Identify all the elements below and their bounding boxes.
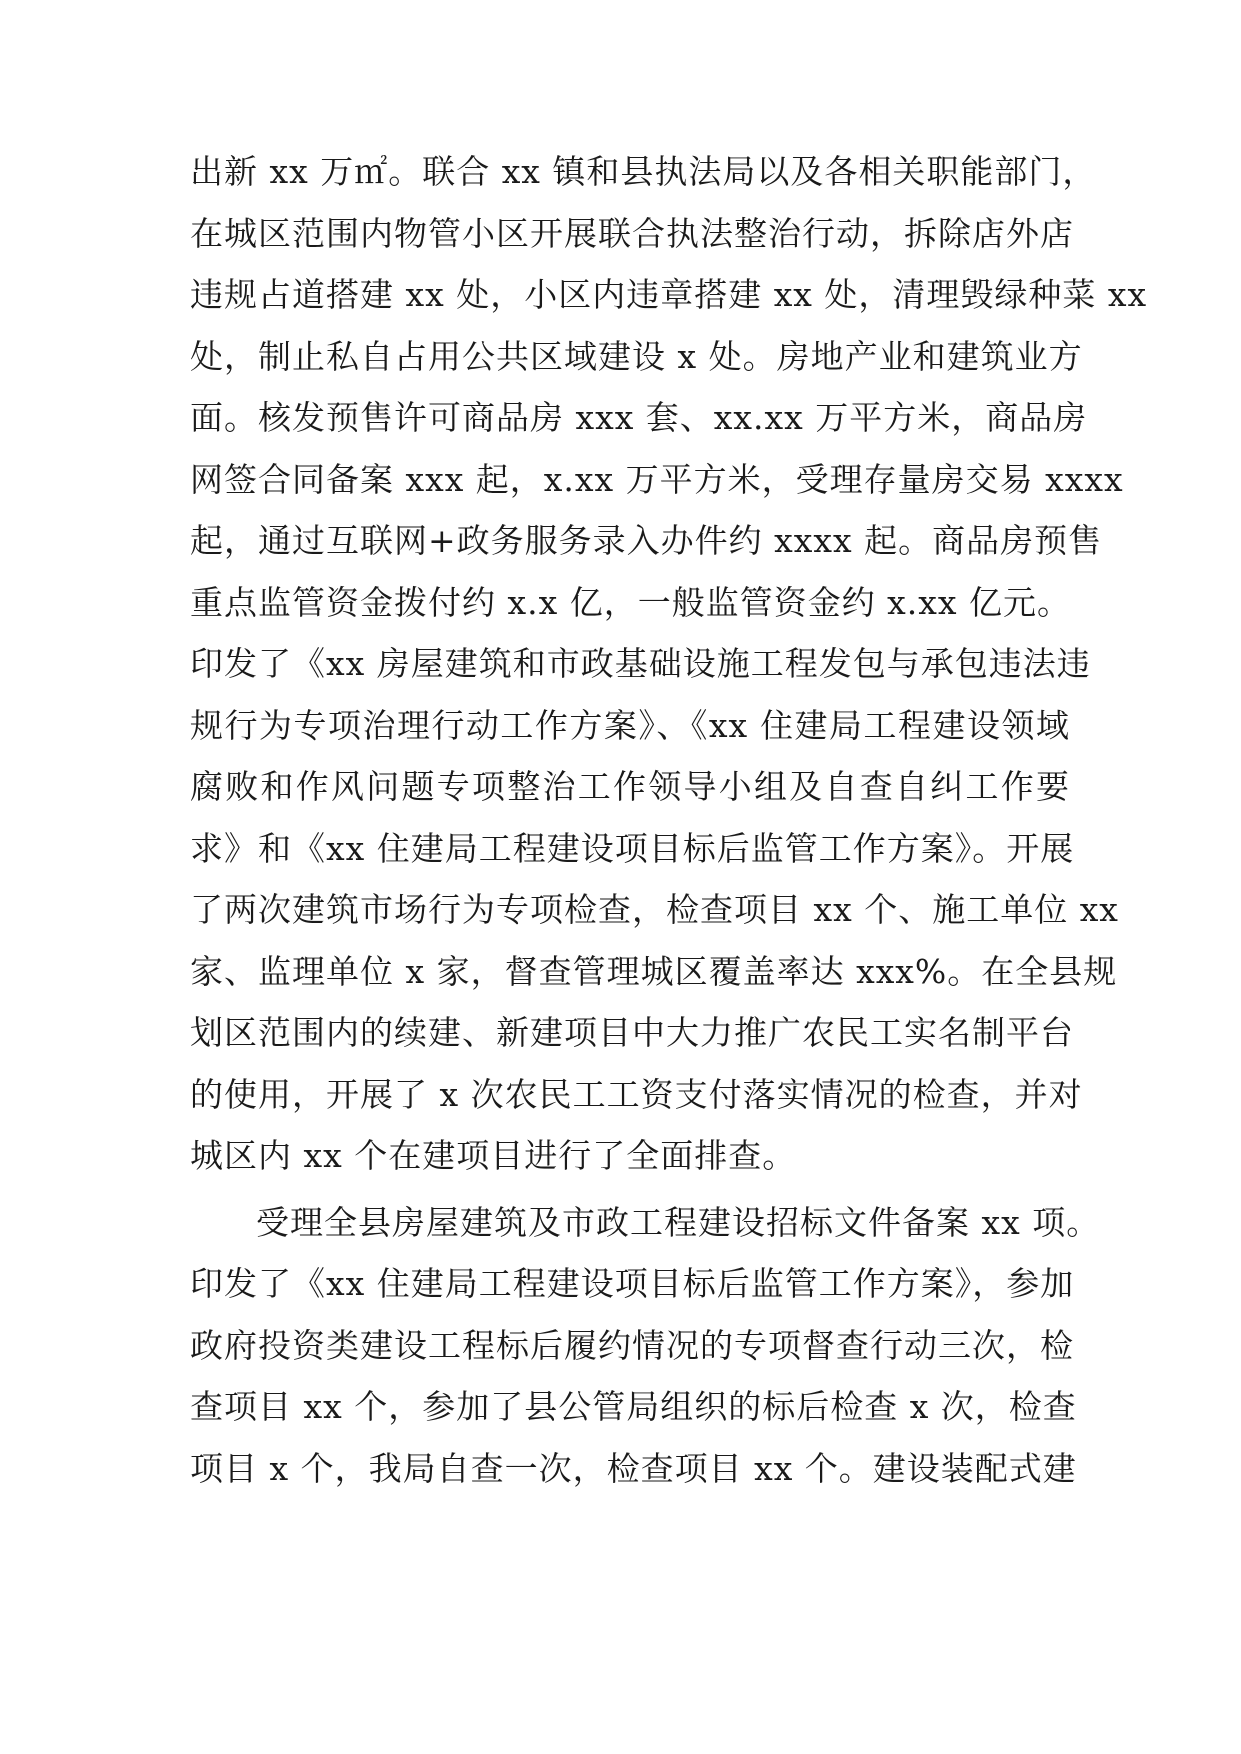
text-line: 规行为专项治理行动工作方案》、《xx 住建局工程建设领域 [190,705,1070,745]
text-line: 重点监管资金拨付约 x.x 亿，一般监管资金约 x.xx 亿元。 [190,582,1071,622]
text-line: 出新 xx 万㎡。联合 xx 镇和县执法局以及各相关职能部门， [190,152,1097,191]
text-line: 处，制止私自占用公共区域建设 x 处。房地产业和建筑业方 [190,336,1083,376]
document-body [190,141,1148,1499]
text-line: 起，通过互联网+政务服务录入办件约 xxxx 起。商品房预售 [190,521,1103,560]
paragraph [190,1192,1101,1500]
text-line: 面。核发预售许可商品房 xxx 套、xx.xx 万平方米，商品房 [190,398,1088,437]
text-line: 印发了《xx 住建局工程建设项目标后监管工作方案》，参加 [190,1264,1075,1303]
text-line: 城区内 xx 个在建项目进行了全面排查。 [190,1136,797,1175]
text-line: 家、监理单位 x 家，督查管理城区覆盖率达 xxx%。在全县规 [190,951,1118,991]
text-line: 受理全县房屋建筑及市政工程建设招标文件备案 xx 项。 [256,1202,1101,1242]
text-line: 腐败和作风问题专项整治工作领导小组及自查自纠工作要 [190,767,1070,806]
text-line: 印发了《xx 房屋建筑和市政基础设施工程发包与承包违法违 [190,644,1091,683]
text-line: 了两次建筑市场行为专项检查，检查项目 xx 个、施工单位 xx [190,890,1119,929]
text-line: 在城区范围内物管小区开展联合执法整治行动，拆除店外店 [190,213,1074,253]
text-line: 求》和《xx 住建局工程建设项目标后监管工作方案》。开展 [190,828,1075,868]
text-line: 的使用，开展了 x 次农民工工资支付落实情况的检查，并对 [190,1074,1083,1114]
text-line: 违规占道搭建 xx 处，小区内违章搭建 xx 处，清理毁绿种菜 xx [190,275,1148,314]
text-line: 查项目 xx 个，参加了县公管局组织的标后检查 x 次，检查 [190,1387,1077,1426]
text-line: 划区范围内的续建、新建项目中大力推广农民工实名制平台 [190,1013,1074,1052]
text-line: 政府投资类建设工程标后履约情况的专项督查行动三次，检 [190,1325,1074,1365]
text-line: 网签合同备案 xxx 起，x.xx 万平方米，受理存量房交易 xxxx [190,459,1124,499]
paragraph [190,141,1148,1187]
text-line: 项目 x 个，我局自查一次，检查项目 xx 个。建设装配式建 [190,1448,1077,1488]
